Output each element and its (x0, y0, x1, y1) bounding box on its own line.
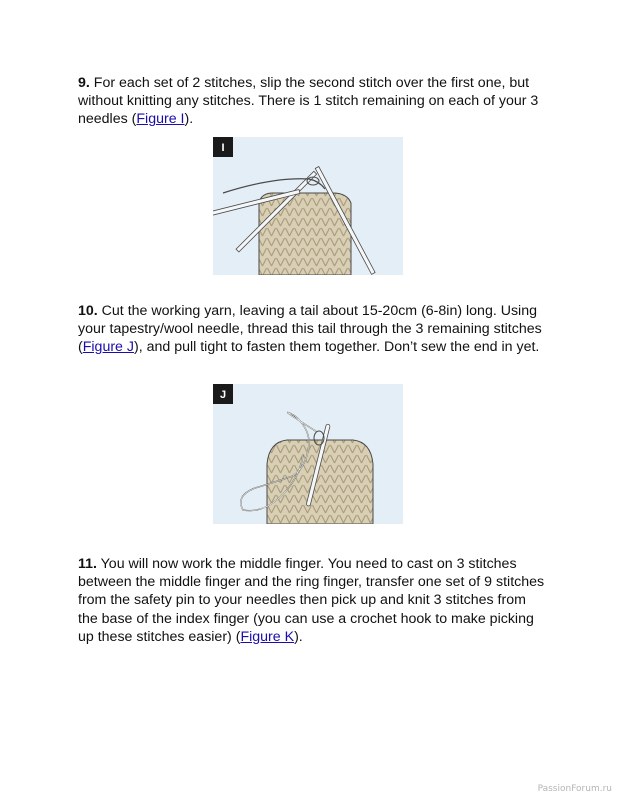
step-10-paragraph (78, 302, 548, 357)
watermark: PassionForum.ru (537, 784, 612, 794)
step-11-paragraph (78, 555, 548, 646)
figure-j-drawing (213, 384, 403, 524)
step-text-end: ). (294, 628, 303, 645)
figure-i-link[interactable]: Figure I (136, 111, 185, 128)
figure-label: J (219, 389, 227, 401)
step-text: You will now work the middle finger. You need to cast on 3 stitches between the middle finger and the ring finger, transfer one set of 9 stitches from the safety pin to your needles then pick up and knit 3 stitches from the base of the index finger (you can use a crochet hook to make picking up these stitches easier) ( (78, 556, 545, 645)
step-number: 10. (78, 303, 98, 319)
step-9-paragraph (78, 74, 548, 129)
figure-k-link[interactable]: Figure K (240, 628, 295, 645)
figure-j-illustration (213, 384, 403, 524)
figure-i-drawing (213, 137, 403, 275)
step-text-end: ), and pull tight to fasten them together. Don’t sew the end in yet. (133, 339, 540, 356)
figure-i-illustration (213, 137, 403, 275)
step-text: For each set of 2 stitches, slip the second stitch over the first one, but without knitting any stitches. There is 1 stitch remaining on each of your 3 needles ( (78, 75, 539, 128)
step-number: 9. (78, 75, 90, 91)
step-number: 11. (78, 556, 97, 572)
figure-j-link[interactable]: Figure J (82, 339, 134, 356)
figure-label: I (221, 142, 225, 154)
step-text: Cut the working yarn, leaving a tail about 15-20cm (6-8in) long. Using your tapestry/wool needle, thread this tail through the 3 remaining stitches ( (78, 303, 542, 356)
step-text-end: ). (184, 111, 194, 128)
